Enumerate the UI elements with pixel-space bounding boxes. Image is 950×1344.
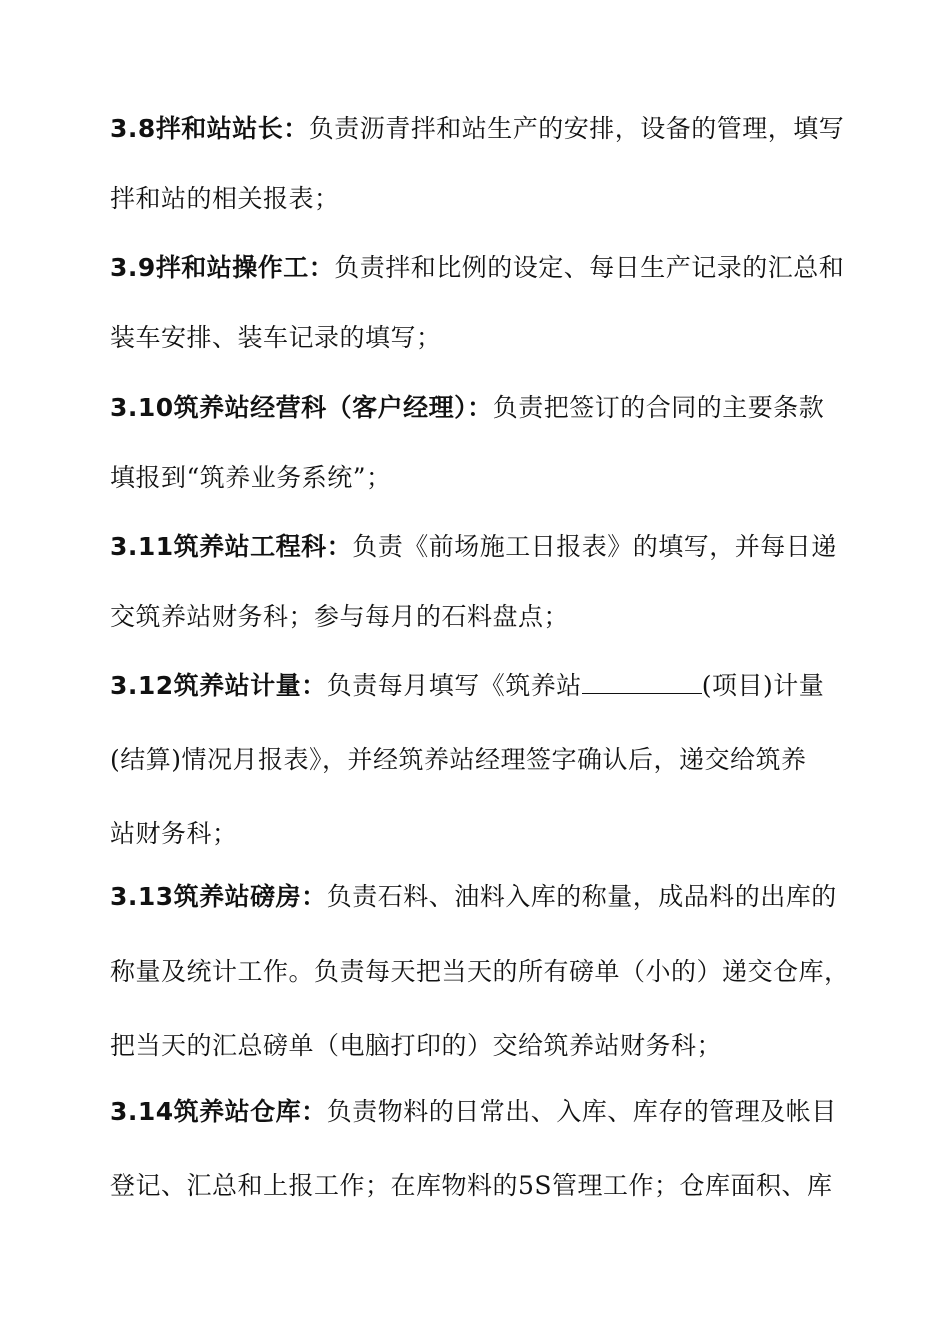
paragraph-line: [110, 1170, 833, 1202]
item-heading: 3.9拌和站操作工：: [110, 253, 335, 282]
item-text: 负责《前场施工日报表》的填写，并每日递: [352, 532, 837, 561]
item-heading: 3.14筑养站仓库：: [110, 1097, 327, 1126]
item-text: 称量及统计工作。负责每天把当天的所有磅单（小的）递交仓库，: [110, 957, 850, 986]
item-text: 负责每月填写《筑养站: [326, 671, 582, 700]
paragraph-line: [110, 601, 569, 633]
paragraph-line: [110, 531, 837, 563]
paragraph-line: [110, 744, 807, 776]
paragraph-line: [110, 392, 824, 424]
item-text: 负责拌和比例的设定、每日生产记录的汇总和: [334, 253, 845, 282]
item-text: 拌和站的相关报表；: [110, 184, 340, 213]
paragraph-line: [110, 818, 238, 850]
item-heading: 3.10筑养站经营科（客户经理）：: [110, 393, 493, 422]
item-text: 交筑养站财务科；参与每月的石料盘点；: [110, 602, 570, 631]
paragraph-line: [110, 322, 442, 354]
item-text: (结算)情况月报表》，并经筑养站经理签字确认后，递交给筑养: [110, 745, 807, 774]
item-text: 站财务科；: [110, 819, 238, 848]
paragraph-line: [110, 462, 392, 494]
item-text: 负责沥青拌和站生产的安排，设备的管理，填写: [308, 114, 845, 143]
fill-in-blank: [582, 671, 702, 694]
paragraph-line: [110, 183, 340, 215]
item-text: (项目)计量: [701, 671, 825, 700]
item-heading: 3.8拌和站站长：: [110, 114, 309, 143]
item-heading: 3.13筑养站磅房：: [110, 882, 327, 911]
item-text: 负责石料、油料入库的称量，成品料的出库的: [326, 882, 837, 911]
paragraph-line: [110, 1030, 722, 1062]
paragraph-line: [110, 113, 844, 145]
item-text: 把当天的汇总磅单（电脑打印的）交给筑养站财务科；: [110, 1031, 723, 1060]
item-text: 负责物料的日常出、入库、库存的管理及帐目: [326, 1097, 837, 1126]
item-heading: 3.11筑养站工程科：: [110, 532, 353, 561]
item-text: 负责把签订的合同的主要条款: [492, 393, 825, 422]
paragraph-line: [110, 670, 824, 702]
paragraph-line: [110, 1096, 837, 1128]
item-text: 填报到“筑养业务系统”；: [110, 463, 392, 492]
paragraph-line: [110, 252, 844, 284]
item-text: 登记、汇总和上报工作；在库物料的5S管理工作；仓库面积、库: [110, 1171, 833, 1200]
paragraph-line: [110, 881, 837, 913]
paragraph-line: [110, 956, 850, 988]
item-text: 装车安排、装车记录的填写；: [110, 323, 442, 352]
item-heading: 3.12筑养站计量：: [110, 671, 327, 700]
